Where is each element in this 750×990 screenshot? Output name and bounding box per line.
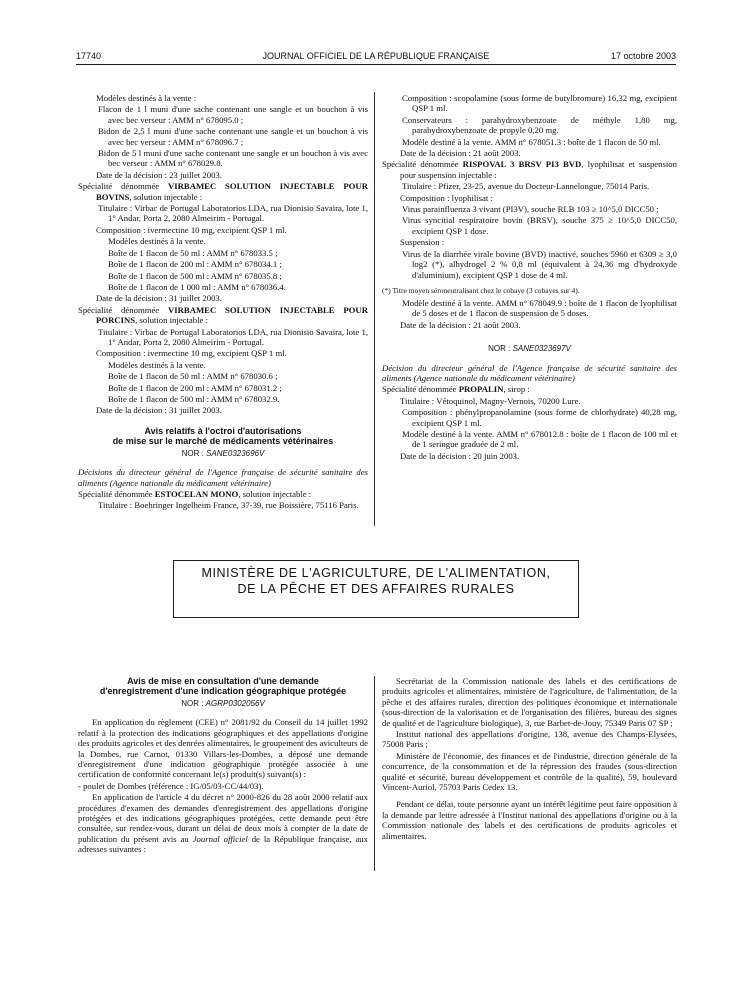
decision-date: Date de la décision : 21 août 2003. (400, 148, 521, 159)
specialty-line (78, 181, 368, 202)
paragraph: Pendant ce délai, toute personne ayant un intérêt légitime peut faire opposition à la demande par lettre adressée à l'Institut national des appellations d'origine ou à la Commission nationale des labels et des certifications de produits agricoles et alimentaires. (382, 799, 677, 841)
preservatives-line: Conservateurs : parahydroxybenzoate de méthyle 1,80 mg, parahydroxybenzoate de propyle 0,20 mg. (402, 114, 677, 136)
text-line: Bidon de 2,5 l muni d'une sache contenant une sangle et un bouchon à vis avec bec verseur : AMM n° 678096.7 ; (98, 126, 368, 147)
page-number: 17740 (76, 51, 102, 61)
title-line: d'enregistrement d'une indication géographique protégée (99, 686, 347, 696)
ministry-line: MINISTÈRE DE L'AGRICULTURE, DE L'ALIMENTATION, (201, 566, 551, 580)
title-line: Avis de mise en consultation d'une demande (127, 676, 319, 686)
specialty-line (78, 489, 368, 499)
text-span: Spécialité dénommée (78, 304, 168, 315)
holder-line: Titulaire : Virbac de Portugal Laboratorios LDA, rua Dionisio Savaira, lote 1, 1° Andar, Porta 2, 2080 Almeirim - Portugal. (98, 326, 368, 347)
text-span: , solution injectable : (135, 315, 208, 326)
address-paragraph: Institut national des appellations d'origine, 138, avenue des Champs-Elysées, 75008 Paris ; (382, 729, 677, 750)
title-line: de mise sur le marché de médicaments vétérinaires (112, 435, 334, 446)
text-span: Spécialité dénommée (78, 181, 168, 192)
right-column (382, 93, 677, 462)
nor-label: NOR : (181, 699, 206, 708)
text-span: , solution injectable : (238, 489, 312, 499)
composition-line: Composition : phénylpropanolamine (sous forme de chlorhydrate) 40,28 mg, excipient QSP 1 ml. (402, 407, 677, 428)
decision-date: Date de la décision : 21 août 2003. (400, 319, 521, 330)
column-divider (374, 92, 375, 526)
issue-date: 17 octobre 2003 (610, 51, 676, 61)
ministry-heading-box (173, 560, 579, 618)
nor-code: SANE0323697V (512, 344, 571, 354)
decision-date: Date de la décision : 20 juin 2003. (400, 450, 520, 461)
text-line: Virus parainfluenza 3 vivant (PI3V), souche RLB 103 ≥ 10^5,0 DICC50 ; (402, 204, 659, 215)
text-span: Spécialité dénommée (78, 489, 155, 499)
text-line: Boîte de 1 flacon de 200 ml : AMM n° 678034.1 ; (108, 259, 282, 270)
holder-line: Titulaire : Virbac de Portugal Laboratorios LDA, rua Dionisio Savaira, lote 1, 1° Andar, Porta 2, 2080 Almeirim - Portugal. (98, 203, 368, 224)
text-line: Boîte de 1 flacon de 200 ml : AMM n° 678031.2 ; (108, 382, 282, 393)
product-name: ESTOCELAN MONO (154, 489, 239, 499)
holder-line: Titulaire : Boehringer Ingelheim France, 37-39, rue Boissière, 75116 Paris. (98, 500, 359, 511)
decision-heading: Décisions du directeur général de l'Agence française de sécurité sanitaire des aliments (Agence nationale du médicament vétérinaire) (78, 467, 368, 488)
text-line: Modèles destinés à la vente. (108, 359, 206, 370)
text-span: , lyophilisat et suspension pour suspension injectable : (400, 159, 677, 180)
bottom-right-column (382, 676, 677, 842)
text-line: Virus de la diarrhée virale bovine (BVD) inactivé, souches 5960 et 6309 ≥ 3,0 log2 (*), alhydrogel 2 % 0,8 ml (équivalent à 24,36 mg d'hydroxyde d'aluminium), excipient QSP 1 dose de 4 ml. (402, 248, 677, 280)
journal-reference: Journal officiel (192, 833, 248, 844)
text-line: Suspension : (400, 237, 445, 248)
decision-date: Date de la décision : 31 juillet 2003. (96, 293, 222, 304)
text-line: Modèles destinés à la vente. (108, 236, 206, 247)
text-line: Boîte de 1 flacon de 500 ml : AMM n° 678032.9. (108, 393, 280, 404)
paragraph: - poulet de Dombes (référence : IG/05/03-CC/44/03). (78, 780, 264, 791)
text-span: En application de l'article 4 du décret n° 2000-826 du 28 août 2000 relatif aux procédures d'examen des demandes d'enregistrement des appellations d'origine protégées et des indications géographiques protégées, cette demande peut être consultée, sur rendez-vous, durant un délai de deux mois à compter de la date de publication du présent avis au (78, 792, 368, 844)
text-span: Spécialité dénommée (382, 159, 463, 170)
composition-line: Composition : lyophilisat : (400, 192, 493, 203)
nor-code: SANE0323696V (206, 448, 265, 458)
text-line: Modèle destiné à la vente. AMM n° 678051.3 : boîte de 1 flacon de 50 ml. (402, 136, 661, 147)
product-name: VIRBAMEC SOLUTION INJECTABLE POUR BOVINS (96, 181, 368, 202)
nor-reference (78, 449, 368, 459)
decision-date: Date de la décision : 23 juillet 2003. (96, 169, 222, 180)
page-header (76, 51, 676, 65)
text-line: Boîte de 1 flacon de 1 000 ml : AMM n° 678036.4. (108, 281, 286, 292)
product-name: PROPALIN (458, 384, 504, 395)
text-line: Modèles destinés à la vente : (96, 93, 197, 103)
nor-label: NOR : (181, 448, 207, 458)
product-name: VIRBAMEC SOLUTION INJECTABLE POUR PORCINS (96, 304, 368, 326)
text-line: Virus syncitial respiratoire bovin (BRSV), souche 375 ≥ 10^5,0 DICC50, excipient QSP 1 dose. (402, 215, 677, 236)
text-line: Flacon de 1 l muni d'une sache contenant une sangle et un bouchon à vis avec bec verseur : AMM n° 678095.0 ; (98, 104, 368, 125)
section-title (78, 426, 368, 446)
ministry-line: DE LA PÊCHE ET DES AFFAIRES RURALES (237, 582, 515, 596)
text-line: Modèle destiné à la vente. AMM n° 678012.8 : boîte de 1 flacon de 100 ml et de 1 seringue graduée de 2 ml. (402, 428, 677, 450)
column-divider (374, 676, 375, 871)
nor-reference (382, 344, 677, 354)
header-rule (76, 64, 676, 65)
notice-title (78, 676, 368, 696)
text-span: , sirop : (503, 384, 530, 395)
paragraph (78, 792, 368, 854)
text-span: , solution injectable : (129, 191, 203, 202)
composition-line: Composition : ivermectine 10 mg, excipient QSP 1 ml. (96, 348, 287, 359)
nor-label: NOR : (488, 344, 513, 354)
text-span: Spécialité dénommée (382, 384, 459, 395)
text-line: Boîte de 1 flacon de 50 ml : AMM n° 678033.5 ; (108, 247, 278, 258)
text-span: de la République française, aux adresses suivantes : (78, 833, 368, 855)
journal-title: JOURNAL OFFICIEL DE LA RÉPUBLIQUE FRANÇAISE (262, 51, 490, 61)
holder-line: Titulaire : Vétoquinol, Magny-Vernois, 70200 Lure. (400, 395, 581, 406)
text-line: Boîte de 1 flacon de 50 ml : AMM n° 678030.6 ; (108, 371, 278, 382)
specialty-line (382, 384, 677, 394)
nor-reference (78, 699, 368, 709)
address-paragraph: Secrétariat de la Commission nationale des labels et des certifications de produits agricoles et alimentaires, ministère de l'agriculture, de l'alimentation, de la pêche et des affaires rurales, direction des politiques économique et internationale (sous-direction de la valorisation et de l'organisation des filières, bureau des signes de qualité et de l'agriculture biologique), 3, rue Barbet-de-Jouy, 75349 Paris 07 SP ; (382, 676, 677, 728)
composition-line: Composition : ivermectine 10 mg, excipient QSP 1 ml. (96, 224, 287, 235)
holder-line: Titulaire : Pfizer, 23-25, avenue du Docteur-Lannelongue, 75014 Paris. (402, 181, 650, 192)
paragraph: En application du règlement (CEE) n° 2081/92 du Conseil du 14 juillet 1992 relatif à la protection des indications géographiques et des appellations d'origine des produits agricoles et des denrées alimentaires, le groupement des aviculteurs de la Dombes, rue Carnot, 01330 Villars-les-Dombes, a déposé une demande d'enregistrement d'une indication géographique protégée associée à une certification de conformité concernant le(s) produit(s) suivant(s) : (78, 717, 368, 780)
decision-date: Date de la décision : 31 juillet 2003. (96, 405, 222, 416)
text-line: Modèle destiné à la vente. AMM n° 678049.9 : boîte de 1 flacon de lyophilisat de 5 doses et de 1 flacon de suspension de 5 doses. (402, 297, 677, 319)
specialty-line (382, 159, 677, 180)
footnote: (*) Titre moyen séroneutralisant chez le cobaye (3 cobayes sur 4). (382, 285, 580, 295)
text-line: Boîte de 1 flacon de 500 ml : AMM n° 678035.8 ; (108, 270, 282, 281)
left-column (78, 93, 368, 512)
composition-line: Composition : scopolamine (sous forme de butylbromure) 16,32 mg, excipient QSP 1 ml. (402, 93, 677, 114)
text-line: Bidon de 5 l muni d'une sache contenant une sangle et un bouchon à vis avec bec verseur : AMM n° 678029.8. (98, 148, 368, 169)
title-line: Avis relatifs à l'octroi d'autorisations (144, 425, 302, 436)
address-paragraph: Ministère de l'économie, des finances et de l'industrie, direction générale de la concurrence, de la consommation et de la répression des fraudes (sous-direction qualité et sécurité, bureau développement et contrôle de la qualité), 59, boulevard Vincent-Auriol, 75703 Paris Cedex 13. (382, 750, 677, 793)
nor-code: AGRP0302056V (205, 699, 265, 708)
bottom-left-column (78, 676, 368, 856)
decision-heading: Décision du directeur général de l'Agence française de sécurité sanitaire des aliments (Agence nationale du médicament vétérinaire) (382, 362, 677, 383)
product-name: RISPOVAL 3 BRSV PI3 BVD (462, 159, 582, 170)
specialty-line (78, 305, 368, 326)
